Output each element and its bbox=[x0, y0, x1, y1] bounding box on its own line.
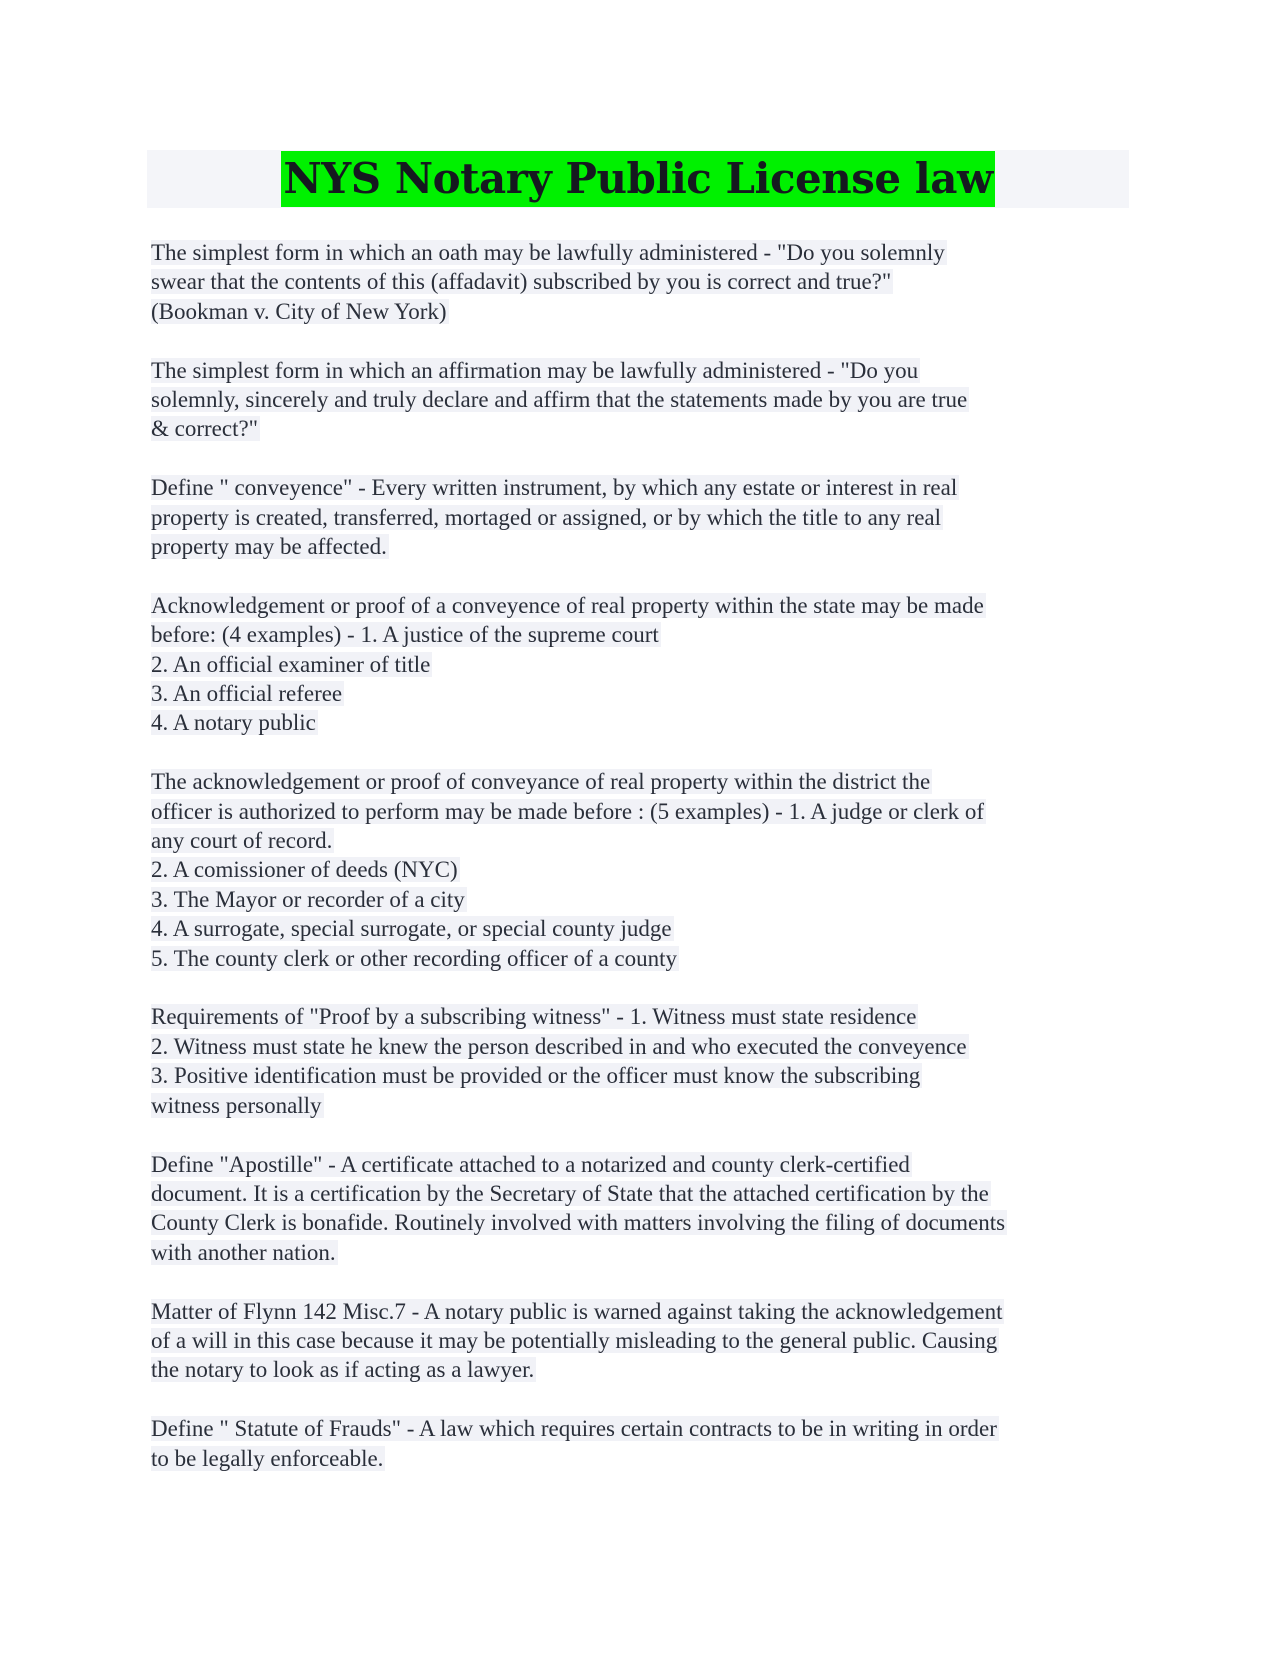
qa-entry bbox=[151, 1002, 1141, 1120]
document-body bbox=[151, 238, 1141, 1502]
text-line-content: of a will in this case because it may be potentially misleading to the general public. Causing bbox=[151, 1327, 998, 1353]
text-line bbox=[151, 797, 1141, 826]
text-line bbox=[151, 503, 1141, 532]
text-line bbox=[151, 414, 1141, 443]
text-line bbox=[151, 297, 1141, 326]
text-line bbox=[151, 385, 1141, 414]
text-line-content: Matter of Flynn 142 Misc.7 - A notary public is warned against taking the acknowledgement bbox=[151, 1298, 1003, 1324]
text-line-content: 3. An official referee bbox=[151, 681, 343, 707]
text-line bbox=[151, 1208, 1141, 1237]
text-line-content: Define " conveyence" - Every written instrument, by which any estate or interest in real bbox=[151, 475, 958, 501]
qa-entry bbox=[151, 767, 1141, 973]
text-line-content: witness personally bbox=[151, 1092, 322, 1118]
title-band bbox=[147, 150, 1129, 208]
text-line bbox=[151, 1150, 1141, 1179]
text-line-content: 2. An official examiner of title bbox=[151, 651, 431, 677]
text-line bbox=[151, 1091, 1141, 1120]
text-line-content: 2. Witness must state he knew the person described in and who executed the conveyence bbox=[151, 1033, 967, 1059]
text-line bbox=[151, 1326, 1141, 1355]
text-line-content: The simplest form in which an affirmation may be lawfully administered - "Do you bbox=[151, 357, 919, 383]
text-line bbox=[151, 238, 1141, 267]
text-line bbox=[151, 356, 1141, 385]
qa-entry bbox=[151, 1150, 1141, 1268]
qa-entry bbox=[151, 1297, 1141, 1385]
text-line bbox=[151, 650, 1141, 679]
text-line-content: Requirements of "Proof by a subscribing witness" - 1. Witness must state residence bbox=[151, 1004, 917, 1030]
text-line-content: County Clerk is bonafide. Routinely involved with matters involving the filing of documents bbox=[151, 1210, 1006, 1236]
text-line-content: 4. A surrogate, special surrogate, or special county judge bbox=[151, 916, 672, 942]
text-line bbox=[151, 620, 1141, 649]
text-line-content: The acknowledgement or proof of conveyance of real property within the district the bbox=[151, 769, 931, 795]
text-line-content: 4. A notary public bbox=[151, 710, 316, 736]
text-line-content: property may be affected. bbox=[151, 534, 387, 560]
text-line bbox=[151, 944, 1141, 973]
text-line-content: Define "Apostille" - A certificate attached to a notarized and county clerk-certified bbox=[151, 1151, 910, 1177]
text-line-content: before: (4 examples) - 1. A justice of the supreme court bbox=[151, 622, 659, 648]
text-line-content: 5. The county clerk or other recording officer of a county bbox=[151, 945, 678, 971]
text-line bbox=[151, 1444, 1141, 1473]
text-line bbox=[151, 679, 1141, 708]
text-line-content: officer is authorized to perform may be made before : (5 examples) - 1. A judge or clerk of bbox=[151, 798, 985, 824]
text-line bbox=[151, 885, 1141, 914]
text-line-content: document. It is a certification by the Secretary of State that the attached certification by the bbox=[151, 1180, 989, 1206]
text-line bbox=[151, 826, 1141, 855]
text-line bbox=[151, 1002, 1141, 1031]
text-line-content: 2. A comissioner of deeds (NYC) bbox=[151, 857, 458, 883]
text-line-content: Define " Statute of Frauds" - A law which requires certain contracts to be in writing in order bbox=[151, 1416, 997, 1442]
qa-entry bbox=[151, 238, 1141, 326]
document-title: NYS Notary Public License law bbox=[281, 151, 994, 207]
text-line bbox=[151, 1238, 1141, 1267]
text-line bbox=[151, 855, 1141, 884]
text-line-content: to be legally enforceable. bbox=[151, 1445, 384, 1471]
text-line-content: 3. Positive identification must be provided or the officer must know the subscribing bbox=[151, 1063, 921, 1089]
text-line bbox=[151, 267, 1141, 296]
text-line bbox=[151, 767, 1141, 796]
text-line-content: property is created, transferred, mortaged or assigned, or by which the title to any real bbox=[151, 504, 942, 530]
text-line bbox=[151, 591, 1141, 620]
text-line bbox=[151, 532, 1141, 561]
text-line bbox=[151, 1179, 1141, 1208]
text-line bbox=[151, 914, 1141, 943]
text-line-content: with another nation. bbox=[151, 1239, 336, 1265]
text-line-content: & correct?" bbox=[151, 416, 259, 442]
text-line-content: the notary to look as if acting as a lawyer. bbox=[151, 1357, 535, 1383]
qa-entry bbox=[151, 473, 1141, 561]
text-line-content: Acknowledgement or proof of a conveyence of real property within the state may be made bbox=[151, 592, 984, 618]
text-line bbox=[151, 473, 1141, 502]
text-line bbox=[151, 1355, 1141, 1384]
qa-entry bbox=[151, 1414, 1141, 1473]
qa-entry bbox=[151, 356, 1141, 444]
text-line bbox=[151, 1061, 1141, 1090]
text-line bbox=[151, 1297, 1141, 1326]
text-line-content: 3. The Mayor or recorder of a city bbox=[151, 886, 465, 912]
text-line-content: (Bookman v. City of New York) bbox=[151, 298, 447, 324]
text-line bbox=[151, 1414, 1141, 1443]
text-line-content: swear that the contents of this (affadavit) subscribed by you is correct and true?" bbox=[151, 269, 892, 295]
text-line-content: any court of record. bbox=[151, 828, 333, 854]
qa-entry bbox=[151, 591, 1141, 738]
text-line-content: solemnly, sincerely and truly declare and affirm that the statements made by you are true bbox=[151, 387, 968, 413]
text-line bbox=[151, 708, 1141, 737]
text-line bbox=[151, 1032, 1141, 1061]
text-line-content: The simplest form in which an oath may be lawfully administered - "Do you solemnly bbox=[151, 240, 945, 265]
